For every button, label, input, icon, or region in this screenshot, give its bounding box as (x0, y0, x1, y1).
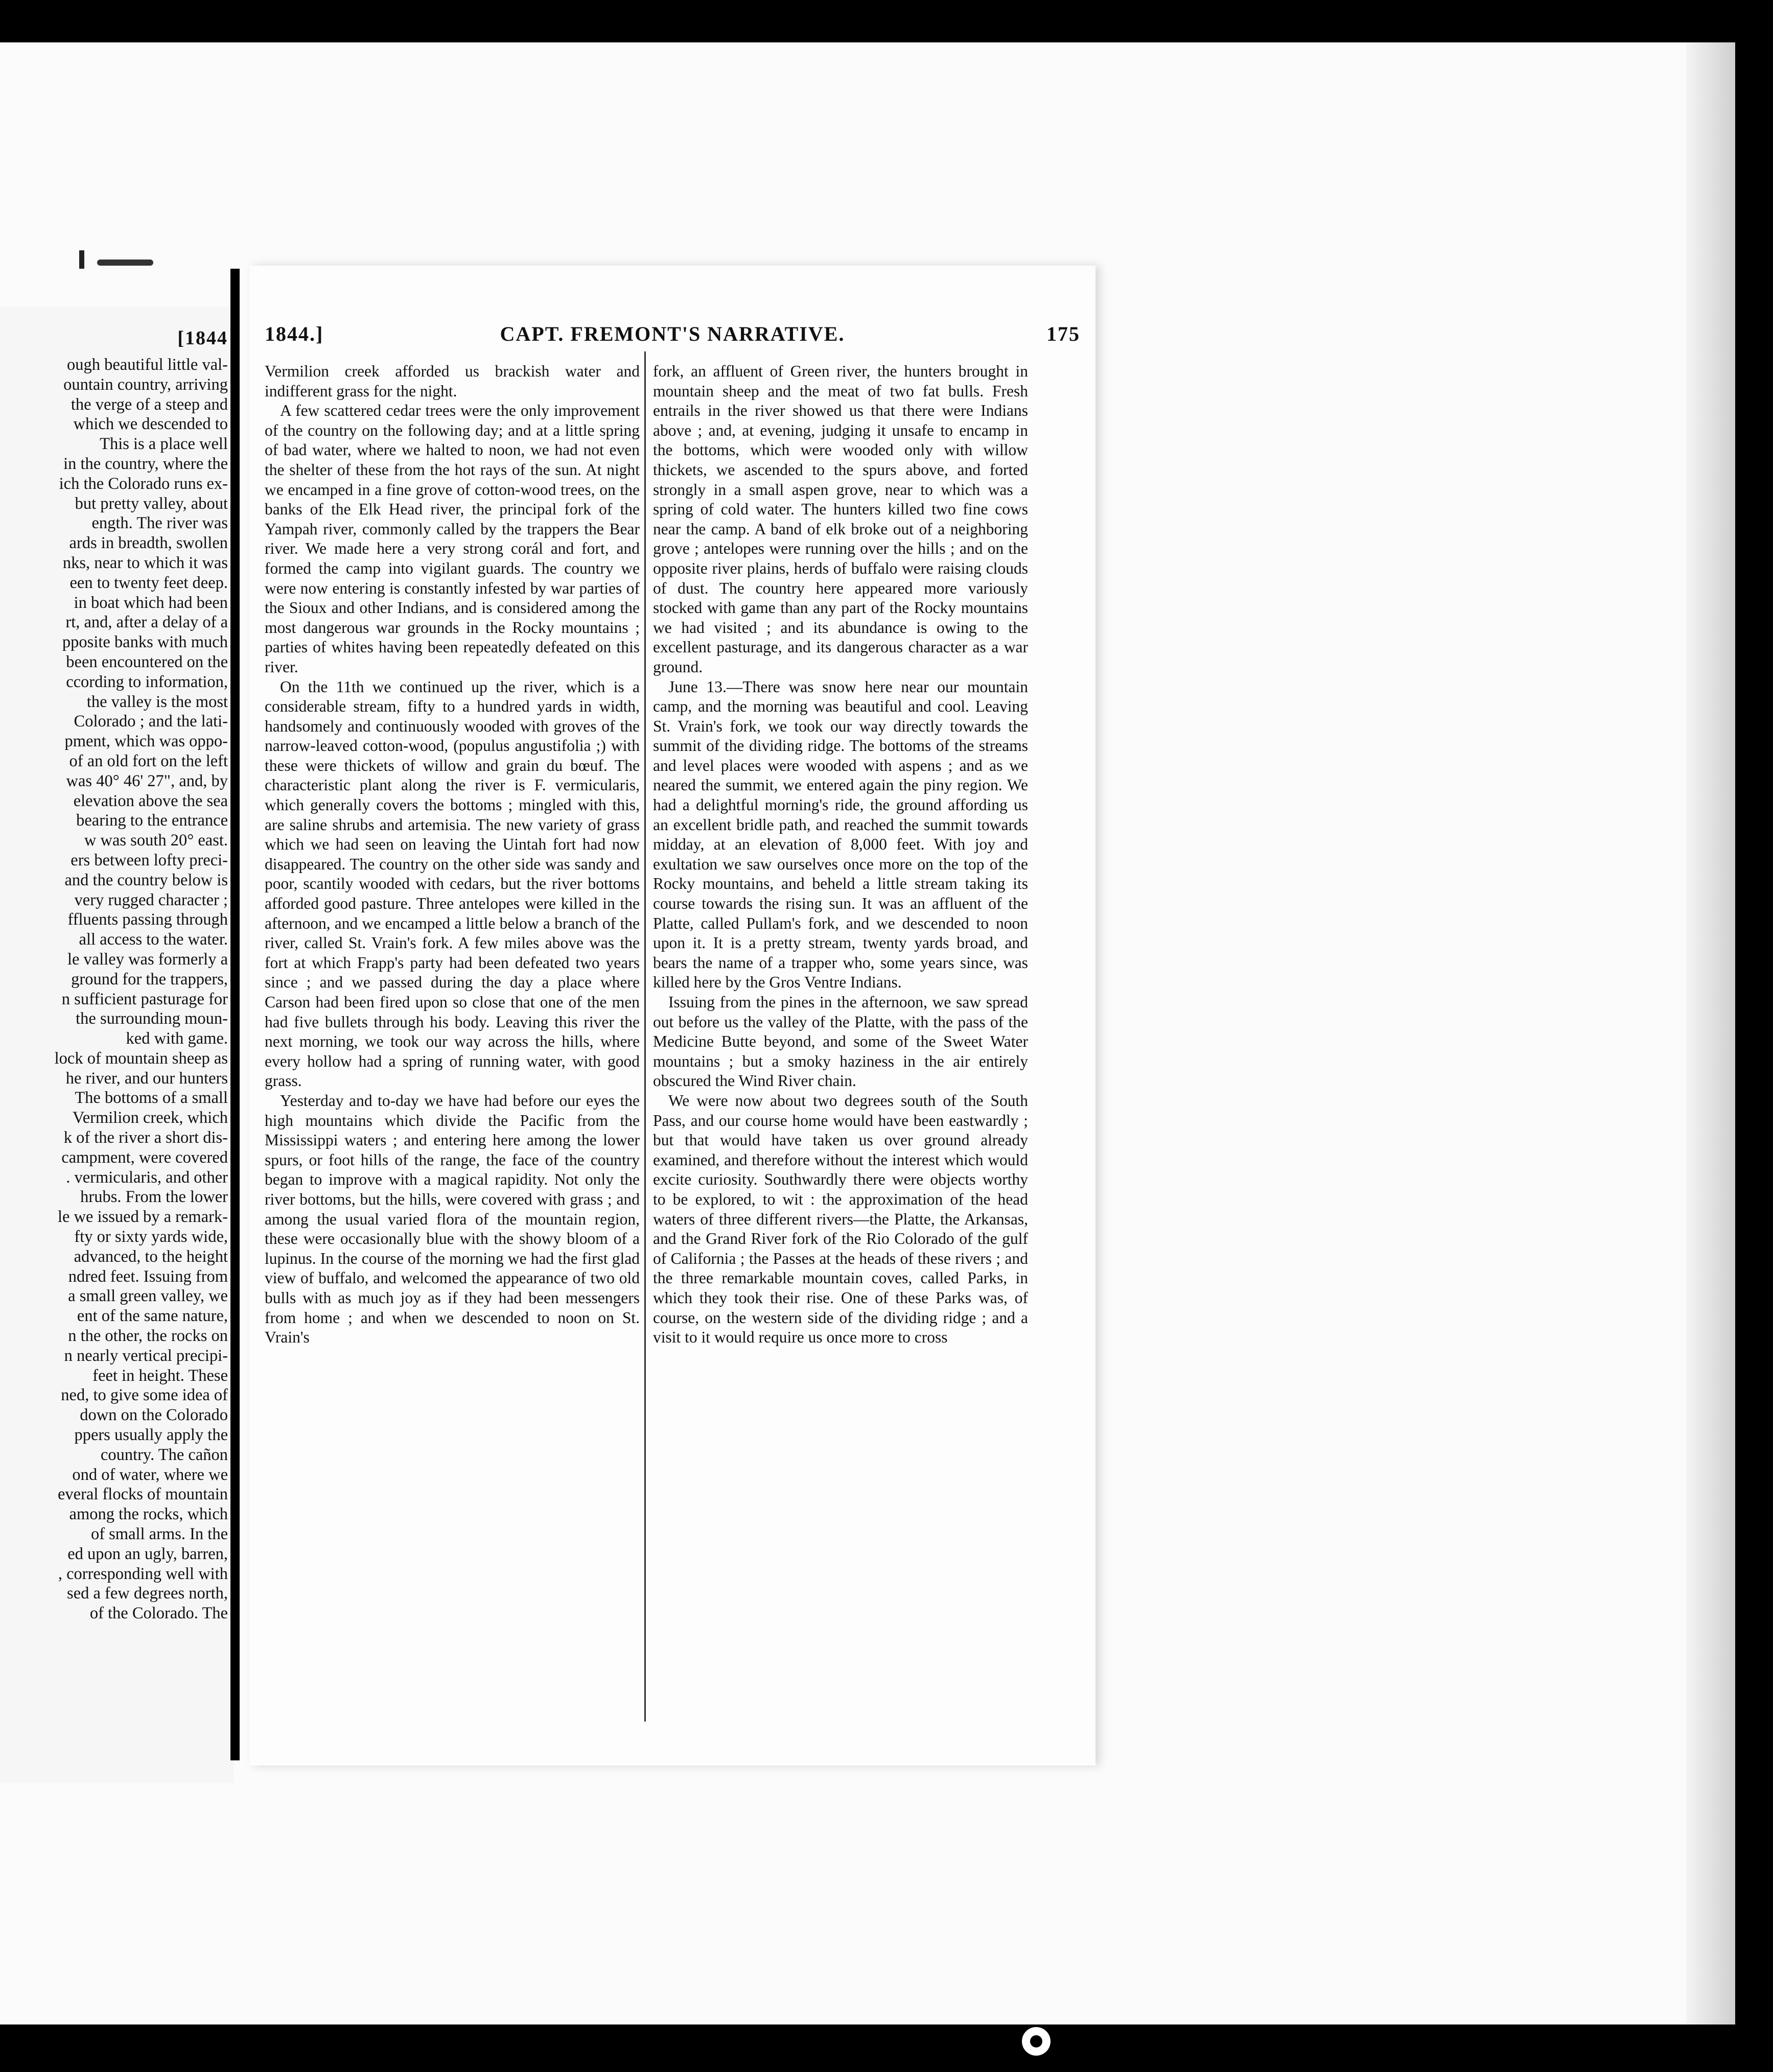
text-line: the valley is the most (86, 692, 228, 711)
sheet-edge-shadow (1686, 42, 1735, 2024)
text-line: ards in breadth, swollen (69, 534, 228, 553)
text-line: ppers usually apply the (74, 1426, 228, 1445)
text-line: w was south 20° east. (84, 831, 228, 850)
paragraph: A few scattered cedar trees were the only improvement of the country on the following day; and at a little spring of bad water, where we halted to noon, we had not even the shelter of these from the hot rays of the sun. At night we encamped in a fine grove of cotton-wood trees, on the banks of the Elk Head river, the principal fork of the Yampah river, commonly called by the trappers the Bear river. We made here a very strong corál and fort, and formed the camp into vigilant guards. The country we were now entering is constantly infested by war parties of the Sioux and other Indians, and is considered among the most dangerous war grounds in the Rocky mountains ; parties of whites having been repeatedly defeated on this river. (265, 402, 640, 676)
text-line: bearing to the entrance (76, 811, 228, 830)
text-column-right (653, 362, 1028, 1348)
text-line: ough beautiful little val- (67, 356, 228, 374)
previous-page-fragment (0, 307, 234, 1783)
text-line: rt, and, after a delay of a (65, 613, 228, 632)
text-line: feet in height. These (92, 1366, 228, 1385)
text-line: the verge of a steep and (71, 395, 228, 414)
text-line: the surrounding moun- (76, 1009, 228, 1028)
text-line: ent of the same nature, (77, 1307, 228, 1326)
text-line: ffluents passing through (67, 910, 228, 929)
text-line: sed a few degrees north, (67, 1584, 228, 1603)
text-line: ndred feet. Issuing from (68, 1267, 228, 1286)
text-line: pposite banks with much (62, 633, 228, 652)
text-line: k of the river a short dis- (63, 1128, 228, 1147)
text-line: of small arms. In the (90, 1525, 228, 1544)
text-line: le we issued by a remark- (58, 1208, 228, 1227)
text-line: fty or sixty yards wide, (74, 1228, 228, 1246)
text-line: and the country below is (64, 870, 228, 889)
text-line: of an old fort on the left (69, 751, 228, 770)
binding-tick-mark (79, 250, 84, 269)
text-line: ground for the trappers, (71, 970, 228, 988)
column-divider (644, 351, 646, 1722)
text-line: he river, and our hunters (65, 1069, 228, 1088)
paragraph: fork, an affluent of Green river, the hunters brought in mountain sheep and the meat of two fat bulls. Fresh entrails in the river showed us that there were Indians above ; and, at evening, judging it unsafe to encamp in the bottoms, which were wooded only with willow thickets, we ascended to the spurs above, and forted strongly in a small aspen grove, near to which was a spring of cold water. The hunters killed two fine cows near the camp. A band of elk broke out of a neighboring grove ; antelopes were running over the hills ; and on the opposite river plains, herds of buffalo were raising clouds of dust. The country here appeared more variously stocked with game than any part of the Rocky mountains we had visited ; and its abundance is owing to the excellent pasturage, and its dangerous character as a war ground. (653, 362, 1028, 676)
text-line: lock of mountain sheep as (54, 1049, 228, 1068)
text-line: campment, were covered (61, 1148, 228, 1167)
text-column-left (265, 362, 640, 1348)
text-line: in the country, where the (63, 454, 228, 473)
text-line: down on the Colorado (80, 1406, 228, 1425)
text-line: ned, to give some idea of (61, 1386, 228, 1405)
paragraph: On the 11th we continued up the river, which is a considerable stream, fifty to a hundred yards in width, handsomely and continuously wooded with groves of the narrow-leaved cotton-wood, (populus angustifolia ;) with these were thickets of willow and grain du bœuf. The characteristic plant along the river is F. vermicularis, which generally covers the bottoms ; mingled with this, are saline shrubs and artemisia. The new variety of grass which we had seen on leaving the Uintah fort had now disappeared. The country on the other side was sandy and poor, scantily wooded with cedars, but the river bottoms afforded good pasture. Three antelopes were killed in the afternoon, and we encamped a little below a branch of the river, called St. Vrain's fork. A few miles above was the fort at which Frapp's party had been defeated two years since ; and we passed during the day a place where Carson had been fired upon so close that one of the men had five bullets through his body. Leaving this river the next morning, we took our way across the hills, where every hollow had a spring of running water, with good grass. (265, 677, 640, 1090)
text-line: ich the Colorado runs ex- (59, 474, 228, 493)
running-head-year: 1844.] (265, 322, 324, 345)
text-line: The bottoms of a small (75, 1089, 228, 1108)
text-line: elevation above the sea (73, 791, 228, 810)
text-line: hrubs. From the lower (80, 1188, 228, 1207)
paragraph: Issuing from the pines in the afternoon, we saw spread out before us the valley of the Platte, with the pass of the Medicine Butte beyond, and some of the Sweet Water mountains ; but a smoky haziness in the air entirely obscured the Wind River chain. (653, 993, 1028, 1090)
book-spine-gutter (230, 269, 240, 1760)
text-line: n sufficient pasturage for (61, 990, 228, 1008)
running-head-title: CAPT. FREMONT'S NARRATIVE. (500, 322, 845, 345)
text-line: ccording to information, (66, 672, 228, 691)
binding-smudge (97, 260, 153, 266)
text-line: ountain country, arriving (63, 375, 228, 394)
scanner-registration-mark (1022, 2027, 1051, 2056)
text-line: all access to the water. (79, 930, 228, 949)
page-175 (249, 266, 1095, 1765)
page-number: 175 (1046, 322, 1080, 345)
text-line: This is a place well (100, 435, 228, 454)
text-line: een to twenty feet deep. (69, 573, 228, 592)
text-line: Colorado ; and the lati- (74, 712, 228, 731)
text-line: ers between lofty preci- (71, 851, 228, 869)
previous-page-running-head: [1844 (177, 327, 228, 349)
text-line: ked with game. (126, 1029, 228, 1048)
text-line: advanced, to the height (74, 1247, 228, 1266)
text-line: of the Colorado. The (89, 1604, 228, 1623)
running-head (265, 322, 1080, 352)
text-line: nks, near to which it was (62, 553, 228, 572)
paragraph: Yesterday and to-day we have had before our eyes the high mountains which divide the Pacific from the Mississippi waters ; and entering here among the lower spurs, or foot hills of the range, the face of the country began to improve with a magical rapidity. Not only the river bottoms, but the hills, were covered with grass ; and among the usual varied flora of the mountain region, these were occasionally blue with the showy bloom of a lupinus. In the course of the morning we had the first glad view of buffalo, and welcomed the appearance of two old bulls with as much joy as if they had been messengers from home ; and when we descended to noon on St. Vrain's (265, 1091, 640, 1347)
text-line: in boat which had been (74, 593, 228, 612)
paragraph: We were now about two degrees south of the South Pass, and our course home would have been eastwardly ; but that would have taken us over ground already examined, and therefore without the interest which would excite curiosity. Southwardly there were objects worthy to be explored, to wit : the approximation of the head waters of three different rivers—the Platte, the Arkansas, and the Grand River fork of the Rio Colorado of the gulf of California ; the Passes at the heads of these rivers ; and the three remarkable mountain coves, called Parks, in which they took their rise. One of these Parks was, of course, on the western side of the dividing ridge ; and a visit to it would require us once more to cross (653, 1091, 1028, 1347)
text-line: le valley was formerly a (67, 950, 228, 969)
text-line: everal flocks of mountain (57, 1485, 228, 1504)
text-line: been encountered on the (66, 652, 228, 671)
text-line: very rugged character ; (74, 890, 228, 909)
text-line: n nearly vertical precipi- (64, 1346, 228, 1365)
text-line: among the rocks, which (69, 1505, 228, 1524)
text-line: which we descended to (69, 415, 228, 434)
text-line: , corresponding well with (58, 1564, 228, 1583)
text-line: ond of water, where we (72, 1465, 228, 1484)
text-line: a small green valley, we (68, 1287, 228, 1306)
text-line: pment, which was oppo- (64, 732, 228, 751)
previous-page-text (0, 355, 228, 1623)
text-line: was 40° 46' 27", and, by (66, 771, 228, 790)
text-line: country. The cañon (100, 1445, 228, 1464)
text-line: Vermilion creek, which (72, 1109, 228, 1127)
text-line: . vermicularis, and other (66, 1168, 228, 1187)
text-line: ed upon an ugly, barren, (67, 1544, 228, 1563)
paragraph: Vermilion creek afforded us brackish water and indifferent grass for the night. (265, 362, 640, 400)
text-line: ength. The river was (91, 514, 228, 533)
text-line: n the other, the rocks on (68, 1327, 228, 1346)
paragraph: June 13.—There was snow here near our mountain camp, and the morning was beautiful and cool. Leaving St. Vrain's fork, we took our way directly towards the summit of the dividing ridge. The bottoms of the streams and level places were wooded with aspens ; and as we neared the summit, we entered again the piny region. We had a delightful morning's ride, the ground affording us an excellent bridle path, and reached the summit towards midday, at an elevation of 8,000 feet. With joy and exultation we saw ourselves once more on the top of the Rocky mountains, and beheld a little stream taking its course towards the rising sun. It was an affluent of the Platte, called Pullam's fork, and we descended to noon upon it. It is a pretty stream, twenty yards broad, and bears the name of a trapper who, some years since, was killed here by the Gros Ventre Indians. (653, 677, 1028, 992)
text-line: but pretty valley, about (75, 494, 228, 513)
